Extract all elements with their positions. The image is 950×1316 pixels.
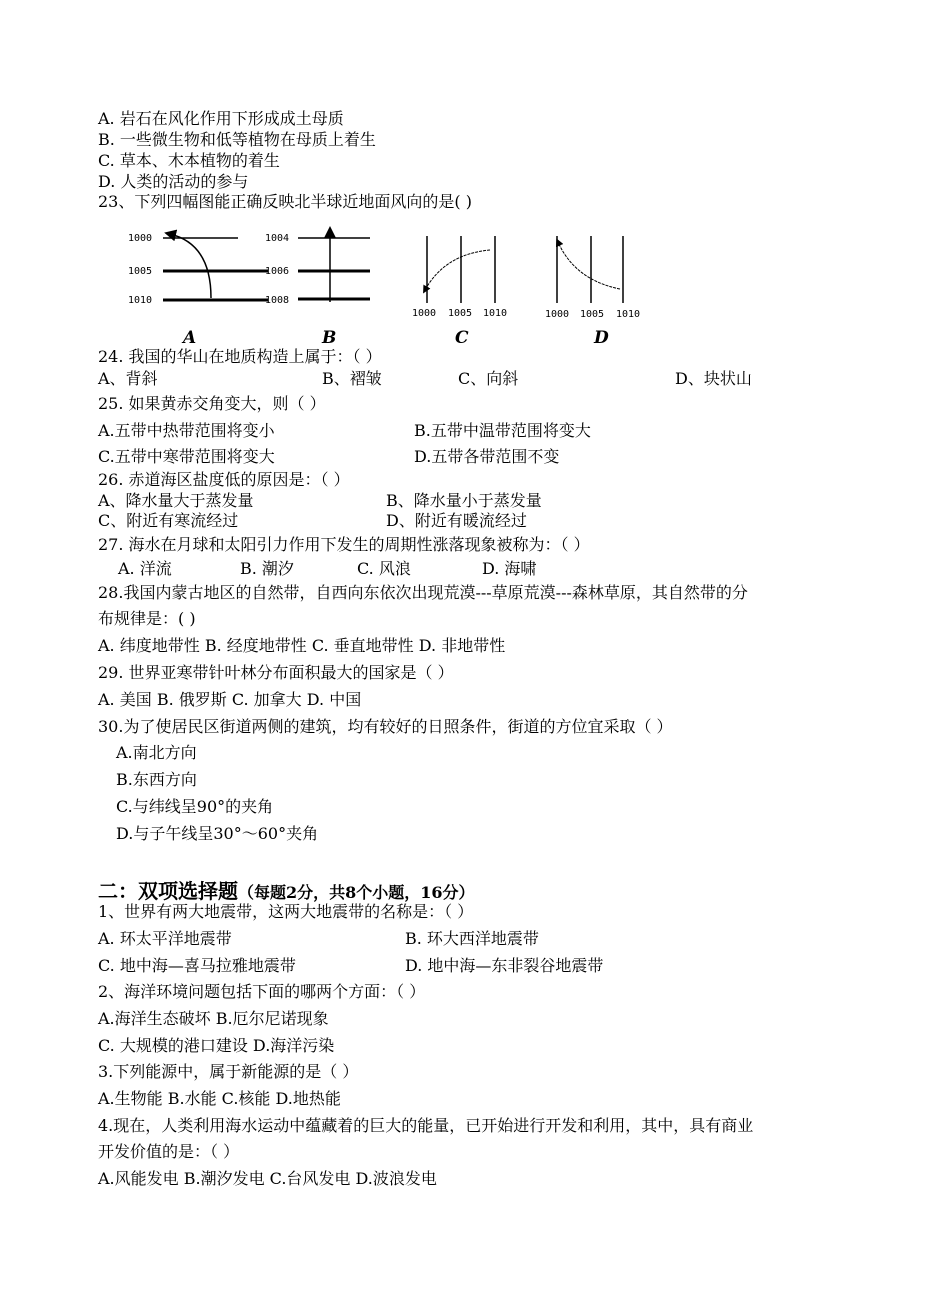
q26-option-a: A、降水量大于蒸发量 — [98, 491, 254, 510]
diagram-d-isobar-3: 1010 — [616, 309, 641, 320]
q26-stem: 26. 赤道海区盐度低的原因是：（ ） — [98, 470, 350, 489]
diagram-a-isobar-3: 1010 — [128, 295, 153, 306]
q24-option-b: B、褶皱 — [322, 369, 382, 388]
diagram-c-isobar-2: 1005 — [448, 308, 473, 319]
q25-option-a: A.五带中热带范围将变小 — [98, 421, 275, 440]
s2q4-options: A.风能发电 B.潮汐发电 C.台风发电 D.波浪发电 — [98, 1169, 437, 1188]
q30-option-b: B.东西方向 — [116, 770, 197, 789]
q22-option-b: B. 一些微生物和低等植物在母质上着生 — [98, 130, 376, 149]
s2q4-stem-line1: 4.现在，人类利用海水运动中蕴藏着的巨大的能量，已开始进行开发和利用，其中，具有商业 — [98, 1116, 754, 1135]
diagram-d-isobar-1: 1000 — [545, 309, 570, 320]
q25-option-c: C.五带中寒带范围将变大 — [98, 447, 275, 466]
s2q1-option-c: C. 地中海—喜马拉雅地震带 — [98, 956, 296, 975]
q30-option-a: A.南北方向 — [116, 743, 197, 762]
q30-stem: 30.为了使居民区街道两侧的建筑，均有较好的日照条件，街道的方位宜采取（ ） — [98, 717, 673, 736]
q24-option-a: A、背斜 — [98, 369, 158, 388]
diagram-b-isobar-2: 1006 — [265, 266, 290, 277]
diagram-b-isobar-3: 1008 — [265, 295, 290, 306]
q22-option-a: A. 岩石在风化作用下形成成土母质 — [98, 109, 344, 128]
q27-stem: 27. 海水在月球和太阳引力作用下发生的周期性涨落现象被称为：（ ） — [98, 535, 590, 554]
s2q1-option-d: D. 地中海—东非裂谷地震带 — [405, 956, 604, 975]
section2-title: 二：双项选择题 — [98, 879, 238, 903]
diagram-b-isobar-1: 1004 — [265, 233, 290, 244]
s2q3-options: A.生物能 B.水能 C.核能 D.地热能 — [98, 1089, 341, 1108]
q25-option-b: B.五带中温带范围将变大 — [414, 421, 591, 440]
s2q1-stem: 1、世界有两大地震带，这两大地震带的名称是：（ ） — [98, 902, 474, 921]
q24-stem: 24. 我国的华山在地质构造上属于：（ ） — [98, 347, 382, 366]
q26-option-b: B、降水量小于蒸发量 — [386, 491, 542, 510]
s2q2-options-line2: C. 大规模的港口建设 D.海洋污染 — [98, 1036, 335, 1055]
diagram-d-isobar-2: 1005 — [580, 309, 605, 320]
q27-option-c: C. 风浪 — [357, 559, 411, 578]
q22-option-c: C. 草本、木本植物的着生 — [98, 151, 280, 170]
diagram-a-isobar-1: 1000 — [128, 233, 153, 244]
s2q4-stem-line2: 开发价值的是：（ ） — [98, 1142, 240, 1161]
q25-option-d: D.五带各带范围不变 — [414, 447, 560, 466]
section2-note: （每题2分，共8个小题，16分） — [238, 883, 475, 902]
q30-option-c: C.与纬线呈90°的夹角 — [116, 797, 274, 816]
q27-option-b: B. 潮汐 — [240, 559, 294, 578]
q28-stem-line1: 28.我国内蒙古地区的自然带，自西向东依次出现荒漠---草原荒漠---森林草原，其自然带的分 — [98, 583, 748, 602]
section2-heading — [98, 875, 475, 904]
q28-stem-line2: 布规律是：( ) — [98, 609, 196, 628]
diagram-a-label: A — [183, 328, 197, 348]
q29-stem: 29. 世界亚寒带针叶林分布面积最大的国家是（ ） — [98, 663, 454, 682]
q22-option-d: D. 人类的活动的参与 — [98, 172, 249, 191]
s2q1-option-b: B. 环大西洋地震带 — [405, 929, 539, 948]
q23-wind-diagrams — [0, 0, 950, 360]
diagram-b-label: B — [322, 328, 337, 348]
s2q1-option-a: A. 环太平洋地震带 — [98, 929, 232, 948]
q27-option-d: D. 海啸 — [482, 559, 537, 578]
diagram-c-isobar-1: 1000 — [412, 308, 437, 319]
q24-option-c: C、向斜 — [458, 369, 519, 388]
diagram-c-isobar-3: 1010 — [483, 308, 508, 319]
q26-option-d: D、附近有暖流经过 — [386, 511, 527, 530]
diagram-d — [545, 236, 640, 348]
diagram-a-isobar-2: 1005 — [128, 266, 153, 277]
s2q2-stem: 2、海洋环境问题包括下面的哪两个方面：（ ） — [98, 982, 426, 1001]
q30-option-d: D.与子午线呈30°～60°夹角 — [116, 824, 319, 843]
q25-stem: 25. 如果黄赤交角变大，则（ ） — [98, 394, 326, 413]
q28-options: A. 纬度地带性 B. 经度地带性 C. 垂直地带性 D. 非地带性 — [98, 636, 506, 655]
q29-options: A. 美国 B. 俄罗斯 C. 加拿大 D. 中国 — [98, 690, 362, 709]
s2q2-options-line1: A.海洋生态破坏 B.厄尔尼诺现象 — [98, 1009, 329, 1028]
s2q3-stem: 3.下列能源中，属于新能源的是（ ） — [98, 1062, 359, 1081]
diagram-a — [128, 233, 268, 348]
diagram-c-label: C — [455, 328, 469, 348]
diagram-d-label: D — [594, 328, 609, 348]
diagram-b — [265, 232, 370, 348]
q24-option-d: D、块状山 — [675, 369, 752, 388]
q23-stem: 23、下列四幅图能正确反映北半球近地面风向的是( ) — [98, 192, 472, 211]
q27-option-a: A. 洋流 — [118, 559, 172, 578]
q26-option-c: C、附近有寒流经过 — [98, 511, 239, 530]
diagram-c — [412, 236, 507, 348]
